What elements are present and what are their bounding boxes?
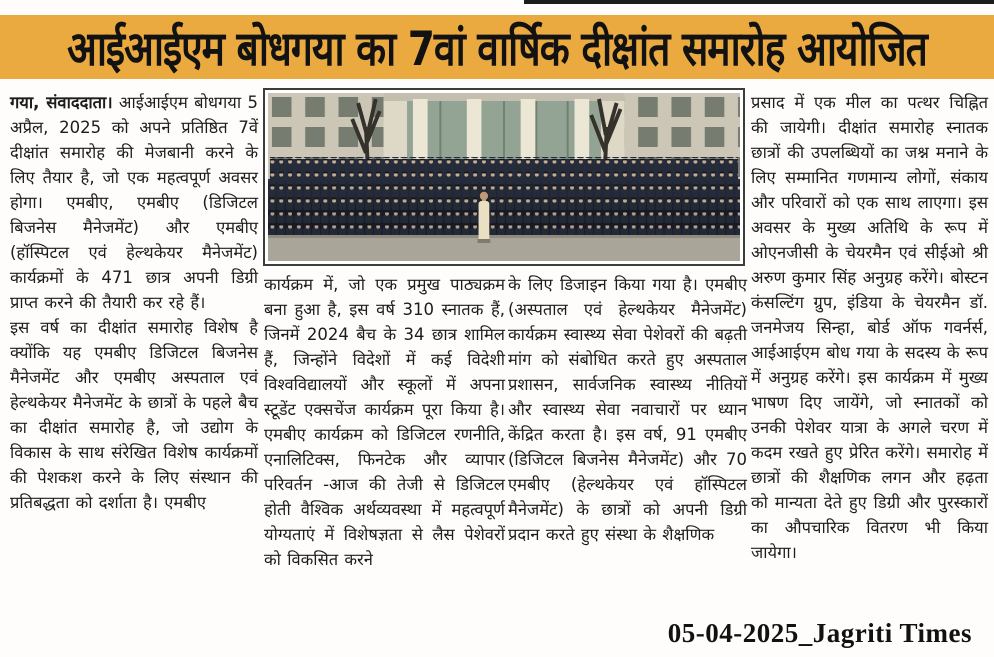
convocation-photo-graphic bbox=[268, 93, 740, 261]
paragraph bbox=[10, 90, 258, 315]
top-edge-rule bbox=[524, 0, 994, 4]
convocation-photo bbox=[263, 88, 745, 266]
headline: आईआईएम बोधगया का 7वां वार्षिक दीक्षांत समारोह आयोजित bbox=[67, 21, 927, 77]
paragraph: के लिए डिजाइन किया गया है। एमबीए (अस्पताल एवं हेल्थकेयर मैनेजमेंट) कार्यक्रम स्वास्थ्य सेवा पेशेवरों की बढ़ती मांग को संबोधित करते हुए अस्पताल प्रशासन, सार्वजनिक स्वास्थ्य नीतियों और स्वास्थ्य सेवा नवाचारों पर ध्यान केंद्रित करता है। इस वर्ष, 91 एमबीए (डिजिटल बिजनेस मैनेजमेंट) और 70 एमबीए (हेल्थकेयर एवं हॉस्पिटल मैनेजमेंट) के छात्रों को अपनी डिग्री प्रदान करते हुए संस्था के शैक्षणिक bbox=[508, 275, 747, 544]
article-column-1 bbox=[10, 90, 258, 612]
article-column-3 bbox=[508, 272, 747, 614]
paragraph: इस वर्ष का दीक्षांत समारोह विशेष है क्योंकि यह एमबीए डिजिटल बिजनेस मैनेजमेंट और एमबीए अस्पताल एवं हेल्थकेयर मैनेजमेंट के छात्रों के पहले बैच का दीक्षांत समारोह है, जो उद्योग के विकास के साथ संरेखित विशेष कार्यक्रमों की पेशकश करने के लिए संस्थान की प्रतिबद्धता को दर्शाता है। एमबीए bbox=[10, 318, 258, 512]
article-column-2 bbox=[264, 272, 505, 614]
paragraph: प्रसाद में एक मील का पत्थर चिह्नित की जायेगी। दीक्षांत समारोह स्नातक छात्रों की उपलब्धियों का जश्न मनाने के लिए सम्मानित गणमान्य लोगों, संकाय और परिवारों को एक साथ लाएगा। इस अवसर के मुख्य अतिथि के रूप में ओएनजीसी के चेयरमैन एवं सीईओ श्री अरुण कुमार सिंह अनुग्रह करेंगे। बोस्टन कंसल्टिंग ग्रुप, इंडिया के चेयरमैन डॉ. जनमेजय सिन्हा, बोर्ड ऑफ गवर्नर्स, आईआईएम बोध गया के सदस्य के रूप में अनुग्रह करेंगे। इस कार्यक्रम में मुख्य भाषण दिए जायेंगे, जो स्नातकों को उनकी पेशेवर यात्रा के अगले चरण में कदम रखते हुए प्रेरित करेंगे। समारोह में छात्रों की शैक्षणिक लगन और हढ़ता को मान्यता देते हुए डिग्री और पुरस्कारों का औपचारिक वितरण भी किया जायेगा। bbox=[751, 93, 988, 562]
source-date-credit: 05-04-2025_Jagriti Times bbox=[667, 618, 972, 648]
paragraph-text: आईआईएम बोधगया 5 अप्रैल, 2025 को अपने प्रतिष्ठित 7वें दीक्षांत समारोह की मेजबानी करने के लिए तैयार है, जो एक महत्वपूर्ण अवसर होगा। एमबीए, एमबीए (डिजिटल बिजनेस मैनेजमेंट) और एमबीए (हॉस्पिटल एवं हेल्थकेयर मैनेजमेंट) कार्यक्रमों के 471 छात्र अपनी डिग्री प्राप्त करने की तैयारी कर रहे हैं। bbox=[10, 93, 258, 312]
headline-band bbox=[0, 15, 994, 79]
paragraph: कार्यक्रम में, जो एक प्रमुख पाठ्यक्रम बना हुआ है, इस वर्ष 310 स्नातक हैं, जिनमें 2024 बैच के 34 छात्र शामिल हैं, जिन्होंने विदेशों में कई विदेशी विश्वविद्यालयों और स्कूलों में अपना स्टूडेंट एक्सचेंज कार्यक्रम पूरा किया है। एमबीए कार्यक्रम को डिजिटल रणनीति, एनालिटिक्स, फिनटेक और व्यापार परिवर्तन -आज की तेजी से डिजिटल होती वैश्विक अर्थव्यवस्था में महत्वपूर्ण योग्यताएं में विशेषज्ञता से लैस पेशेवरों को विकसित करने bbox=[264, 275, 505, 569]
article-column-4 bbox=[751, 90, 988, 614]
dateline: गया, संवाददाता। bbox=[10, 93, 113, 112]
